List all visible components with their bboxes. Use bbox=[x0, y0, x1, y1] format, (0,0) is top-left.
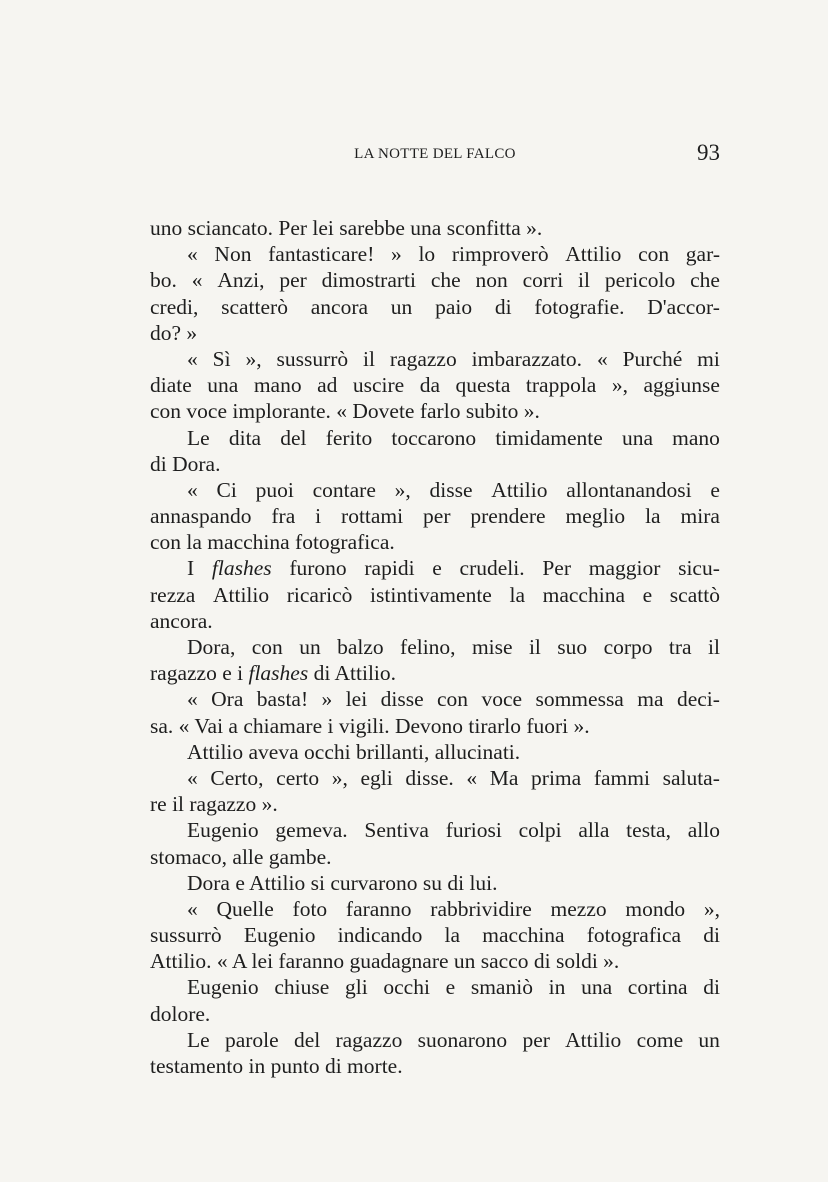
word: sussurrò bbox=[276, 346, 349, 371]
word: Le bbox=[187, 1027, 210, 1052]
word: Anzi, bbox=[217, 268, 265, 293]
text-line bbox=[150, 294, 720, 320]
word: ancora bbox=[310, 294, 369, 319]
word: di bbox=[703, 923, 720, 948]
word: basta! bbox=[256, 687, 309, 712]
text-line bbox=[150, 320, 720, 346]
word: « bbox=[187, 477, 198, 502]
word: scatterò bbox=[221, 294, 288, 319]
text-line bbox=[150, 451, 720, 477]
word: ragazzo bbox=[335, 1027, 403, 1052]
word: una bbox=[621, 425, 653, 450]
text-line bbox=[150, 241, 720, 267]
text-line bbox=[150, 477, 720, 503]
word: smaniò bbox=[470, 975, 533, 1000]
text-segment: ancora. bbox=[150, 608, 213, 633]
word: che bbox=[430, 268, 461, 293]
word: una bbox=[207, 373, 239, 398]
word: occhi bbox=[383, 975, 430, 1000]
word: trappola bbox=[525, 373, 597, 398]
word: scattò bbox=[669, 582, 720, 607]
word: imbarazzato. bbox=[471, 346, 583, 371]
running-title: LA NOTTE DEL FALCO bbox=[354, 146, 516, 162]
word: « bbox=[466, 765, 478, 790]
text-line bbox=[150, 425, 720, 451]
word: Purché bbox=[622, 346, 683, 371]
word: da bbox=[419, 373, 440, 398]
word: del bbox=[280, 425, 307, 450]
word: Le bbox=[187, 425, 210, 450]
text-segment: di Dora. bbox=[150, 451, 221, 476]
word: rabbrividire bbox=[430, 896, 532, 921]
word: corri bbox=[522, 268, 564, 293]
word: Attilio bbox=[212, 582, 270, 607]
word: per bbox=[423, 504, 451, 529]
body-text bbox=[150, 215, 720, 1079]
word: cortina bbox=[627, 975, 688, 1000]
word: mano bbox=[672, 425, 720, 450]
text-segment: uno sciancato. Per lei sarebbe una sconfitta ». bbox=[150, 216, 543, 240]
word: colpi bbox=[518, 818, 562, 843]
word: un bbox=[299, 635, 321, 659]
word: dimostrarti bbox=[321, 268, 416, 293]
word: con bbox=[437, 687, 469, 712]
word: timidamente bbox=[495, 425, 603, 450]
word: Ora bbox=[211, 687, 244, 712]
word: alla bbox=[578, 818, 610, 843]
word: D'accor- bbox=[647, 294, 720, 319]
word: il bbox=[578, 268, 590, 293]
word: diate bbox=[150, 373, 192, 398]
text-line bbox=[150, 974, 720, 1000]
word: sicu- bbox=[678, 556, 720, 581]
word: gemeva. bbox=[275, 818, 348, 843]
word: mezzo bbox=[550, 896, 607, 921]
word: contare bbox=[312, 477, 376, 502]
word: voce bbox=[481, 687, 523, 712]
text-segment: dolore. bbox=[150, 1001, 211, 1026]
word: il bbox=[707, 635, 720, 659]
word: Non bbox=[214, 242, 252, 267]
word: Attilio bbox=[565, 1027, 622, 1052]
word: bo. bbox=[150, 268, 177, 293]
word: rimproverò bbox=[451, 242, 549, 267]
word: rapidi bbox=[364, 556, 415, 581]
word: crudeli. bbox=[459, 556, 525, 581]
word: con bbox=[638, 242, 670, 267]
word: mi bbox=[697, 346, 720, 371]
word: la bbox=[509, 582, 525, 607]
text-line bbox=[150, 1027, 720, 1053]
word: prima bbox=[531, 765, 582, 790]
word: Attilio bbox=[565, 242, 622, 267]
text-segment: con voce implorante. « Dovete farlo subito ». bbox=[150, 399, 540, 424]
word: per bbox=[522, 1027, 550, 1052]
text-line bbox=[150, 346, 720, 372]
word: », bbox=[611, 373, 628, 398]
word: testa, bbox=[626, 818, 671, 843]
word: « bbox=[187, 765, 198, 790]
word: come bbox=[636, 1027, 684, 1052]
text-line bbox=[150, 870, 720, 896]
word: Sentiva bbox=[364, 818, 429, 843]
word: Attilio bbox=[491, 477, 548, 502]
text-segment: Dora e Attilio si curvarono su di lui. bbox=[187, 870, 498, 895]
word: balzo bbox=[337, 635, 384, 659]
word: per bbox=[279, 268, 307, 293]
word: Per bbox=[542, 556, 571, 581]
text-line bbox=[150, 922, 720, 948]
word: furiosi bbox=[445, 818, 502, 843]
word: », bbox=[245, 346, 262, 371]
word: lei bbox=[345, 687, 368, 712]
word: fra bbox=[271, 504, 296, 529]
word: ma bbox=[637, 687, 664, 712]
text-line bbox=[150, 634, 720, 660]
word: Ma bbox=[489, 765, 519, 790]
word: aggiunse bbox=[643, 373, 720, 398]
word: », bbox=[703, 896, 720, 921]
word: fammi bbox=[593, 765, 650, 790]
word: allo bbox=[687, 818, 720, 843]
word: « bbox=[191, 268, 203, 293]
text-line bbox=[150, 817, 720, 843]
word: « bbox=[187, 687, 198, 712]
word: ad bbox=[317, 373, 338, 398]
word: rezza bbox=[150, 582, 196, 607]
word: con bbox=[251, 635, 283, 659]
word: e bbox=[642, 582, 653, 607]
text-line bbox=[150, 713, 720, 739]
word: un bbox=[698, 1027, 720, 1052]
word: corpo bbox=[603, 635, 653, 659]
word: allontanandosi bbox=[566, 477, 692, 502]
text-segment: di Attilio. bbox=[308, 661, 397, 686]
word: annaspando bbox=[150, 504, 252, 529]
italic-word: flashes bbox=[248, 661, 309, 686]
word: gli bbox=[344, 975, 368, 1000]
word: chiuse bbox=[274, 975, 330, 1000]
word: parole bbox=[224, 1027, 279, 1052]
text-line bbox=[150, 660, 720, 686]
text-line bbox=[150, 1001, 720, 1027]
word: disse bbox=[429, 477, 473, 502]
word: Dora, bbox=[187, 635, 236, 659]
text-segment: Attilio. « A lei faranno guadagnare un sacco di soldi ». bbox=[150, 949, 620, 974]
word: ricaricò bbox=[286, 582, 353, 607]
text-line bbox=[150, 503, 720, 529]
word: « bbox=[187, 242, 198, 267]
text-segment: stomaco, alle gambe. bbox=[150, 844, 332, 869]
text-segment: do? » bbox=[150, 320, 198, 345]
text-line bbox=[150, 739, 720, 765]
word: suo bbox=[557, 635, 588, 659]
word: », bbox=[394, 477, 411, 502]
text-segment: Attilio aveva occhi brillanti, allucinati. bbox=[187, 739, 521, 764]
word: sussurrò bbox=[150, 923, 222, 948]
text-line bbox=[150, 372, 720, 398]
word: Eugenio bbox=[187, 818, 259, 843]
text-segment: ragazzo e i bbox=[150, 661, 249, 686]
word: e bbox=[432, 556, 442, 581]
word: I bbox=[187, 556, 195, 581]
text-line bbox=[150, 608, 720, 634]
word: suonarono bbox=[417, 1027, 508, 1052]
word: questa bbox=[455, 373, 511, 398]
word: macchina bbox=[482, 923, 565, 948]
word: felino, bbox=[400, 635, 456, 659]
word: un bbox=[390, 294, 413, 319]
word: deci- bbox=[676, 687, 720, 712]
word: credi, bbox=[150, 294, 199, 319]
word: Quelle bbox=[216, 896, 274, 921]
text-line bbox=[150, 582, 720, 608]
word: indicando bbox=[337, 923, 423, 948]
word: mira bbox=[680, 504, 720, 529]
word: in bbox=[548, 975, 566, 1000]
word: di bbox=[703, 975, 720, 1000]
word: Ci bbox=[216, 477, 237, 502]
text-line bbox=[150, 1053, 720, 1079]
word: il bbox=[363, 346, 375, 371]
word: Eugenio bbox=[187, 975, 259, 1000]
text-segment: con la macchina fotografica. bbox=[150, 530, 395, 555]
word: disse bbox=[380, 687, 424, 712]
word: « bbox=[187, 346, 198, 371]
word: fantasticare! bbox=[268, 242, 375, 267]
word: non bbox=[475, 268, 508, 293]
text-segment: sa. « Vai a chiamare i vigili. Devono tirarlo fuori ». bbox=[150, 713, 590, 738]
text-line bbox=[150, 765, 720, 791]
word: furono bbox=[289, 556, 347, 581]
text-segment: testamento in punto di morte. bbox=[150, 1054, 403, 1078]
italic-word: flashes bbox=[211, 556, 272, 581]
word: certo bbox=[276, 765, 320, 790]
word: e bbox=[710, 477, 720, 502]
word: e bbox=[445, 975, 456, 1000]
word: pericolo bbox=[604, 268, 676, 293]
word: i bbox=[315, 504, 322, 529]
word: del bbox=[293, 1027, 321, 1052]
word: la bbox=[444, 923, 461, 948]
word: la bbox=[645, 504, 661, 529]
word: dita bbox=[228, 425, 262, 450]
word: macchina bbox=[542, 582, 625, 607]
word: lo bbox=[418, 242, 436, 267]
text-line bbox=[150, 791, 720, 817]
word: mano bbox=[253, 373, 302, 398]
word: il bbox=[528, 635, 541, 659]
text-line bbox=[150, 398, 720, 424]
word: gar- bbox=[685, 242, 720, 267]
word: maggior bbox=[588, 556, 661, 581]
word: mondo bbox=[625, 896, 686, 921]
word: paio bbox=[435, 294, 473, 319]
word: disse. bbox=[405, 765, 454, 790]
word: », bbox=[331, 765, 348, 790]
text-line bbox=[150, 215, 720, 241]
word: egli bbox=[360, 765, 393, 790]
word: saluta- bbox=[662, 765, 720, 790]
word: ragazzo bbox=[389, 346, 457, 371]
word: foto bbox=[292, 896, 328, 921]
text-line bbox=[150, 844, 720, 870]
word: » bbox=[391, 242, 402, 267]
page-header bbox=[150, 140, 720, 170]
word: che bbox=[690, 268, 720, 293]
word: Certo, bbox=[210, 765, 264, 790]
text-line bbox=[150, 267, 720, 293]
word: fotografie. bbox=[534, 294, 625, 319]
word: meglio bbox=[565, 504, 626, 529]
word: fotografica bbox=[586, 923, 682, 948]
text-segment: re il ragazzo ». bbox=[150, 792, 278, 817]
word: rottami bbox=[341, 504, 404, 529]
word: Eugenio bbox=[243, 923, 316, 948]
word: mise bbox=[471, 635, 513, 659]
word: prendere bbox=[470, 504, 546, 529]
word: faranno bbox=[345, 896, 412, 921]
text-line bbox=[150, 529, 720, 555]
word: tra bbox=[668, 635, 692, 659]
word: di bbox=[494, 294, 512, 319]
text-line bbox=[150, 555, 720, 581]
word: uscire bbox=[352, 373, 405, 398]
word: « bbox=[187, 896, 198, 921]
word: sommessa bbox=[535, 687, 624, 712]
word: Sì bbox=[212, 346, 231, 371]
word: una bbox=[581, 975, 613, 1000]
page-number: 93 bbox=[697, 140, 720, 165]
word: « bbox=[596, 346, 608, 371]
word: puoi bbox=[255, 477, 294, 502]
word: ferito bbox=[325, 425, 373, 450]
text-line bbox=[150, 948, 720, 974]
text-line bbox=[150, 686, 720, 712]
word: toccarono bbox=[391, 425, 477, 450]
text-line bbox=[150, 896, 720, 922]
word: istintivamente bbox=[370, 582, 492, 607]
word: » bbox=[321, 687, 333, 712]
